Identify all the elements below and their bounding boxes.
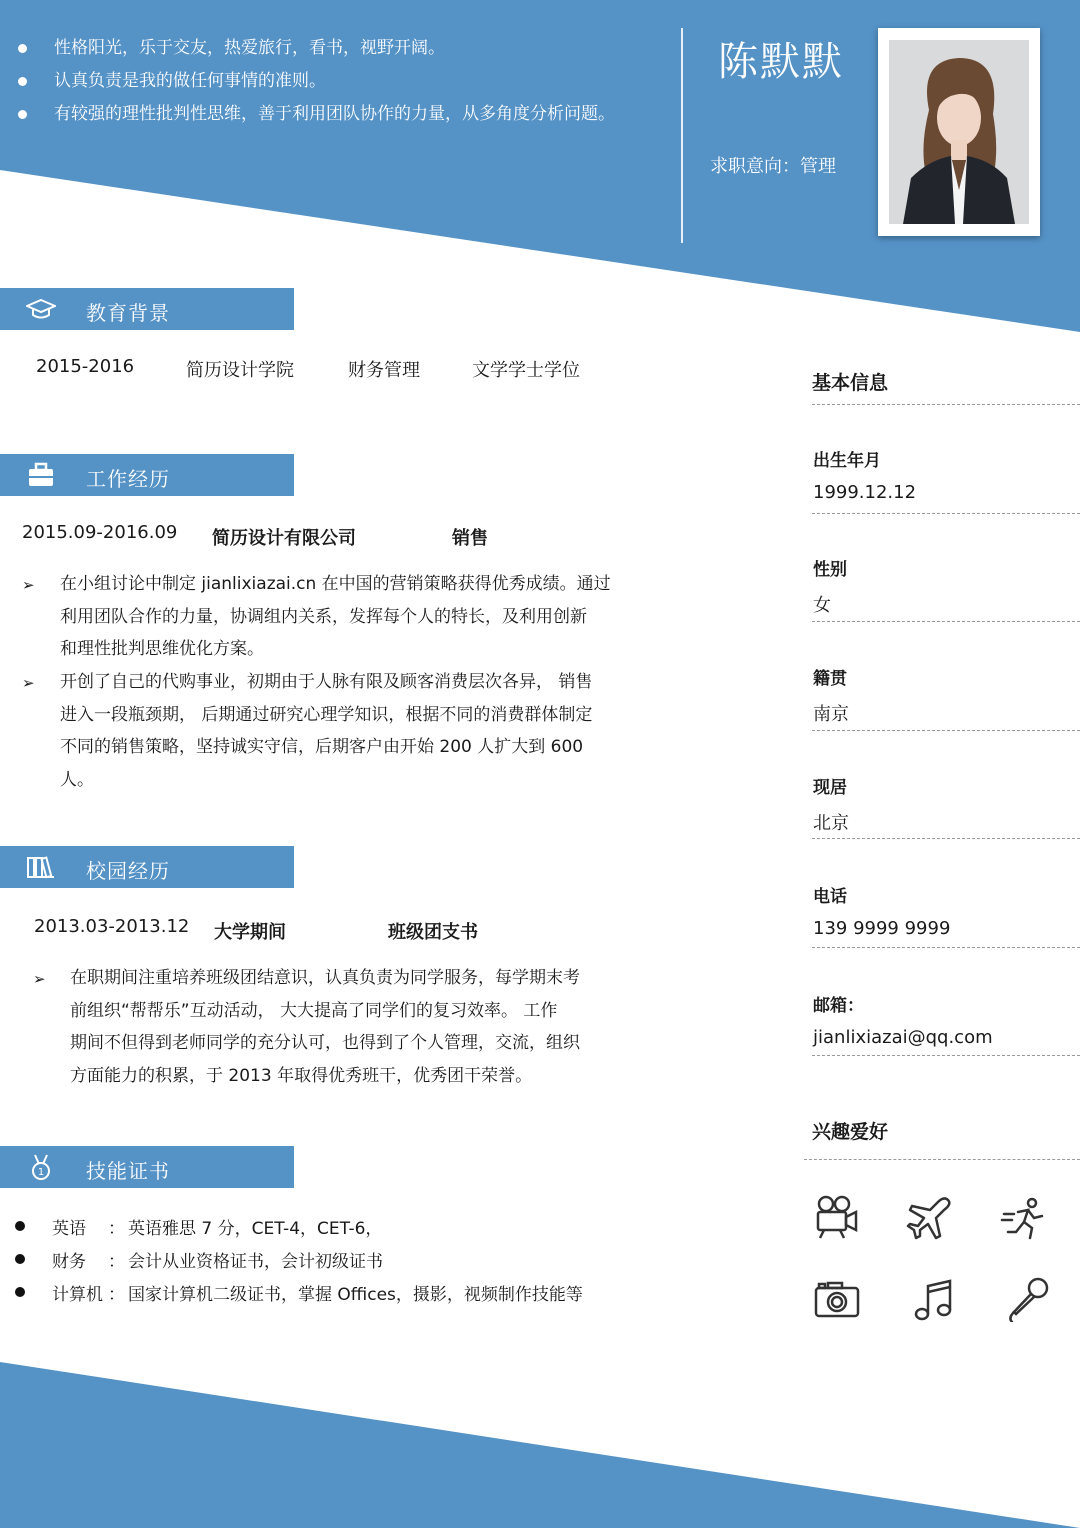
skills-title: 技能证书 [86, 1159, 170, 1183]
info-label-hometown: 籍贯 [813, 669, 847, 689]
skill-separator: ： [108, 1285, 125, 1305]
campus-org: 大学期间 [214, 922, 286, 943]
campus-role: 班级团支书 [388, 922, 478, 943]
education-header [0, 288, 294, 330]
skill-separator: ： [108, 1219, 125, 1239]
job-intent: 求职意向：管理 [710, 156, 836, 177]
candidate-name: 陈默默 [718, 39, 844, 85]
film-camera-icon [814, 1194, 860, 1240]
info-value-birth: 1999.12.12 [813, 482, 917, 503]
info-value-residence: 北京 [813, 813, 849, 834]
skill-bullet [15, 1221, 25, 1231]
work-title: 工作经历 [86, 467, 170, 491]
svg-text:1: 1 [37, 1167, 45, 1178]
campus-period: 2013.03-2013.12 [34, 916, 190, 937]
profile-bullets [18, 32, 615, 131]
profile-bullet: 有较强的理性批判性思维，善于利用团队协作的力量，从多角度分析问题。 [18, 98, 615, 131]
running-icon [1000, 1196, 1046, 1242]
divider [812, 621, 1080, 622]
skill-text: 会计从业资格证书，会计初级证书 [128, 1252, 383, 1272]
info-value-email: jianlixiazai@qq.com [813, 1027, 993, 1048]
skill-label: 英语 [52, 1219, 86, 1239]
work-company: 简历设计有限公司 [212, 528, 356, 549]
skills-header [0, 1146, 294, 1188]
arrow-bullet: ➢ [33, 970, 46, 988]
briefcase-icon [26, 462, 56, 488]
portrait-photo [889, 40, 1029, 224]
music-note-icon [912, 1278, 958, 1324]
info-label-residence: 现居 [813, 778, 847, 798]
basic-info-title: 基本信息 [812, 372, 889, 394]
divider [812, 838, 1080, 839]
info-label-birth: 出生年月 [813, 451, 881, 471]
divider [812, 947, 1080, 948]
skill-label: 计算机 [52, 1285, 103, 1305]
education-major: 财务管理 [348, 360, 420, 381]
info-value-phone: 139 9999 9999 [813, 918, 951, 939]
hobbies-title: 兴趣爱好 [812, 1121, 889, 1143]
skill-bullet [15, 1287, 25, 1297]
arrow-bullet: ➢ [22, 576, 35, 594]
divider [812, 730, 1080, 731]
work-role: 销售 [452, 528, 488, 549]
skill-separator: ： [108, 1252, 125, 1272]
profile-bullet: 性格阳光，乐于交友，热爱旅行，看书，视野开阔。 [18, 32, 615, 65]
work-period: 2015.09-2016.09 [22, 522, 178, 543]
work-item: 开创了自己的代购事业，初期由于人脉有限及顾客消费层次各异， 销售 进入一段瓶颈期， 后期通过研究心理学知识，根据不同的消费群体制定 不同的销售策略，坚持诚实守信，后期客户由开始 200 人扩大到 600 人。 [60, 672, 593, 790]
education-school: 简历设计学院 [186, 360, 294, 381]
divider [812, 404, 1080, 405]
profile-bullet: 认真负责是我的做任何事情的准则。 [18, 65, 615, 98]
medal-icon [26, 1154, 56, 1180]
skill-text: 国家计算机二级证书，掌握 Offices，摄影，视频制作技能等 [128, 1285, 583, 1305]
microphone-icon [1006, 1276, 1052, 1322]
skill-text: 英语雅思 7 分，CET-4，CET-6， [128, 1219, 383, 1239]
info-value-gender: 女 [813, 595, 831, 616]
books-icon [26, 854, 56, 880]
education-title: 教育背景 [86, 301, 170, 325]
divider [812, 513, 1080, 514]
campus-header [0, 846, 294, 888]
header-divider [681, 28, 683, 243]
skill-bullet [15, 1254, 25, 1264]
divider [804, 1159, 1080, 1160]
divider [812, 1055, 1080, 1056]
info-label-email: 邮箱： [813, 996, 864, 1016]
info-value-hometown: 南京 [813, 704, 849, 725]
info-label-gender: 性别 [813, 560, 847, 580]
camera-icon [814, 1278, 860, 1324]
campus-item: 在职期间注重培养班级团结意识，认真负责为同学服务，每学期末考 前组织“帮帮乐”互动活动， 大大提高了同学们的复习效率。 工作 期间不但得到老师同学的充分认可，也得到了个人管理，交流，组织 方面能力的积累，于 2013 年取得优秀班干，优秀团干荣誉。 [70, 968, 580, 1086]
education-degree: 文学学士学位 [472, 360, 580, 381]
work-header [0, 454, 294, 496]
info-label-phone: 电话 [813, 887, 847, 907]
graduation-cap-icon [26, 296, 56, 322]
education-period: 2015-2016 [36, 356, 135, 377]
campus-title: 校园经历 [86, 859, 170, 883]
work-item: 在小组讨论中制定 jianlixiazai.cn 在中国的营销策略获得优秀成绩。通过 利用团队合作的力量，协调组内关系，发挥每个人的特长，及利用创新 和理性批判思维优化方案。 [60, 574, 611, 659]
skill-label: 财务 [52, 1252, 86, 1272]
arrow-bullet: ➢ [22, 674, 35, 692]
airplane-icon [906, 1196, 952, 1242]
